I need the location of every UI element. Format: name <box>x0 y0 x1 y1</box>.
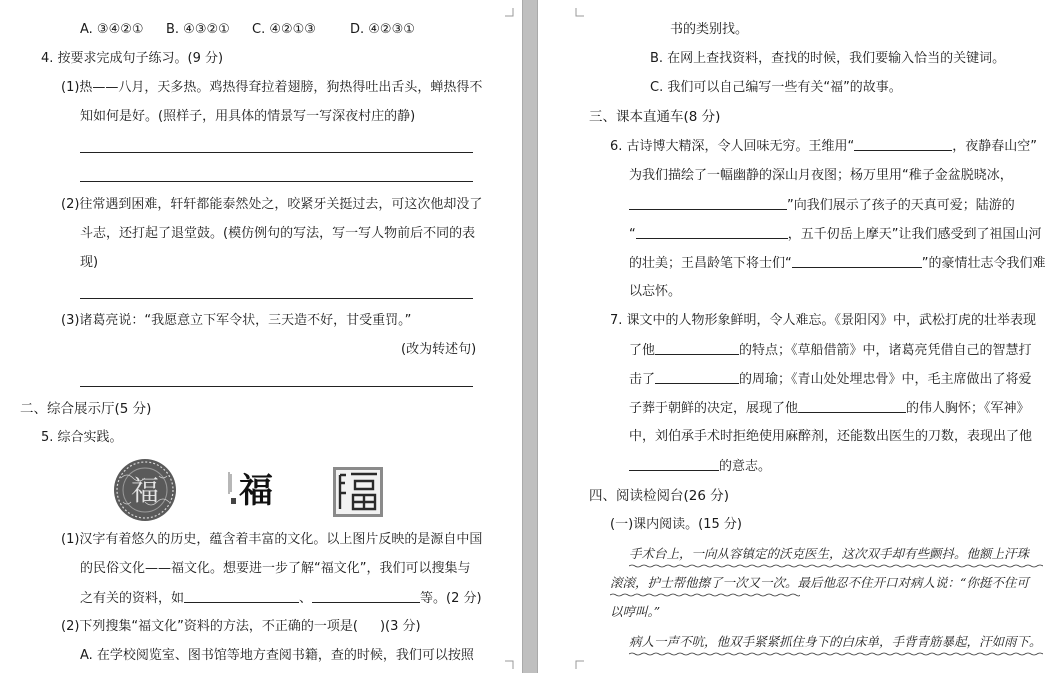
q6-line6: 以忘怀。 <box>629 284 682 299</box>
fill-blank[interactable] <box>655 371 739 384</box>
q5-separator: 、 <box>299 591 313 606</box>
fu-calligraphy-char: 福 <box>239 471 273 511</box>
q7-line4-lead: 子葬于朝鲜的决定，展现了他 <box>629 401 799 416</box>
fill-blank[interactable] <box>792 255 922 268</box>
fu-round-icon <box>113 458 177 522</box>
option-b: B. ④③②① <box>166 22 230 37</box>
fill-blank[interactable] <box>655 342 739 355</box>
option-c-line: C. 我们可以自己编写一些有关“福”的故事。 <box>650 80 902 95</box>
fu-calligraphy-icon <box>222 464 278 514</box>
fill-blank[interactable] <box>798 400 906 413</box>
fill-blank[interactable] <box>629 458 719 471</box>
question-4-title: 4. 按要求完成句子练习。(9 分) <box>41 51 224 66</box>
reading-para1-line1: 手术台上，一向从容镇定的沃克医生，这次双手却有些颤抖。他额上汗珠 <box>629 546 1030 561</box>
fill-blank[interactable] <box>636 226 788 239</box>
answer-line <box>80 152 473 153</box>
question-5-title: 5. 综合实践。 <box>41 430 123 445</box>
q5-part2-lead: (2)下列搜集“福文化”资料的方法，不正确的一项是( <box>61 619 358 634</box>
fill-blank[interactable] <box>854 138 952 151</box>
wavy-underline <box>629 564 1043 568</box>
section-4-title: 四、阅读检阅台(26 分) <box>589 488 730 504</box>
q5-option-a: A. 在学校阅览室、图书馆等地方查阅书籍，查的时候，我们可以按照 <box>80 648 474 663</box>
answer-line <box>80 386 473 387</box>
answer-line <box>80 181 473 182</box>
q4-part2-line2: 斗志，还打起了退堂鼓。(模仿例句的写法，写一写人物前后不同的表 <box>80 226 476 241</box>
option-c: C. ④②①③ <box>252 22 316 37</box>
fu-seal-icon <box>331 465 385 519</box>
q6-line4 <box>629 226 1042 243</box>
q6-line5-tail: ”的豪情壮志令我们难 <box>921 256 1046 271</box>
section-3-title: 三、课本直通车(8 分) <box>589 109 721 125</box>
q4-part2-line3: 现) <box>80 255 99 270</box>
q5-part1-line1: (1)汉字有着悠久的历史，蕴含着丰富的文化。以上图片反映的是源自中国 <box>61 532 483 547</box>
reading-para2-line1: 病人一声不吭，他双手紧紧抓住身下的白床单，手背青筋暴起，汗如雨下。 <box>629 634 1042 649</box>
q5-part1-line3-lead: 之有关的资料，如 <box>80 591 185 606</box>
left-page <box>0 0 522 673</box>
q7-line4 <box>629 400 1030 417</box>
q4-part1-line2: 知如何是好。(照样子，用具体的情景写一写深夜村庄的静) <box>80 109 416 124</box>
option-a: A. ③④②① <box>80 22 144 37</box>
wavy-underline <box>629 652 1043 656</box>
q5-part1-line3-tail: 等。(2 分) <box>420 591 482 606</box>
q6-line4-tail: ，五千仞岳上摩天”让我们感受到了祖国山河 <box>787 227 1042 242</box>
q6-line4-lead: “ <box>629 227 636 242</box>
q7-line4-tail: 的伟人胸怀；《军神》 <box>906 401 1030 416</box>
q7-line5: 中，刘伯承手术时拒绝使用麻醉剂，还能数出医生的刀数，表现出了他 <box>629 429 1033 444</box>
corner-mark <box>505 660 514 669</box>
q7-line6-tail: 的意志。 <box>719 459 772 474</box>
q7-line3 <box>629 371 1032 388</box>
fill-blank[interactable] <box>312 590 420 603</box>
q4-part3-note: (改为转述句) <box>401 342 477 357</box>
cont-line: 书的类别找。 <box>670 22 749 37</box>
q4-part3-line1: (3)诸葛亮说：“我愿意立下军令状，三天造不好，甘受重罚。” <box>61 313 412 328</box>
section-4-sub1: (一)课内阅读。(15 分) <box>610 517 742 532</box>
q6-line5 <box>629 255 1046 272</box>
q6-line1-lead: 6. 古诗博大精深，令人回味无穷。王维用“ <box>610 139 855 154</box>
q4-part1-line1: (1)热——八月，天多热。鸡热得耷拉着翅膀，狗热得吐出舌头，蝉热得不 <box>61 80 483 95</box>
reading-para1-line3: 以哼叫。” <box>610 604 661 619</box>
fill-blank[interactable] <box>184 590 299 603</box>
q7-line3-lead: 击了 <box>629 372 656 387</box>
fill-blank[interactable] <box>629 197 787 210</box>
q6-line1 <box>610 138 1037 155</box>
q6-line2: 为我们描绘了一幅幽静的深山月夜图；杨万里用“稚子金盆脱晓冰， <box>629 168 1013 183</box>
q6-line3 <box>629 197 1015 214</box>
option-d: D. ④②③① <box>350 22 415 37</box>
corner-mark <box>505 8 514 17</box>
q4-part2-line1: (2)往常遇到困难，轩轩都能泰然处之，咬紧牙关挺过去，可这次他却没了 <box>61 197 483 212</box>
q7-line2 <box>629 342 1032 359</box>
fu-char: 福 <box>130 474 160 507</box>
q6-line5-lead: 的壮美；王昌龄笔下将士们“ <box>629 256 792 271</box>
corner-mark <box>575 8 584 17</box>
page-gutter <box>522 0 538 673</box>
option-b-line: B. 在网上查找资料，查找的时候，我们要输入恰当的关键词。 <box>650 51 1006 66</box>
q5-part1-line3 <box>80 590 482 607</box>
q7-line2-lead: 了他 <box>629 343 656 358</box>
right-page <box>538 0 1059 673</box>
answer-line <box>80 298 473 299</box>
q5-part1-line2: 的民俗文化——福文化。想要进一步了解“福文化”，我们可以搜集与 <box>80 561 471 576</box>
corner-mark <box>575 660 584 669</box>
q5-part2-tail: )(3 分) <box>379 619 421 634</box>
wavy-underline <box>610 593 800 597</box>
q7-line3-tail: 的周瑜；《青山处处埋忠骨》中，毛主席做出了将爱 <box>739 372 1032 387</box>
section-2-title: 二、综合展示厅(5 分) <box>20 401 152 417</box>
reading-para1-line2: 滚滚，护士帮他擦了一次又一次。最后他忍不住开口对病人说：“你挺不住可 <box>610 575 1029 590</box>
q6-line1-tail: ，夜静春山空” <box>952 139 1038 154</box>
q6-line3-tail: ”向我们展示了孩子的天真可爱；陆游的 <box>787 198 1015 213</box>
q7-line1: 7. 课文中的人物形象鲜明，令人难忘。《景阳冈》中，武松打虎的壮举表现 <box>610 313 1037 328</box>
q7-line6 <box>629 458 771 475</box>
q7-line2-tail: 的特点；《草船借箭》中，诸葛亮凭借自己的智慧打 <box>739 343 1032 358</box>
q5-part2-line1 <box>61 619 421 635</box>
